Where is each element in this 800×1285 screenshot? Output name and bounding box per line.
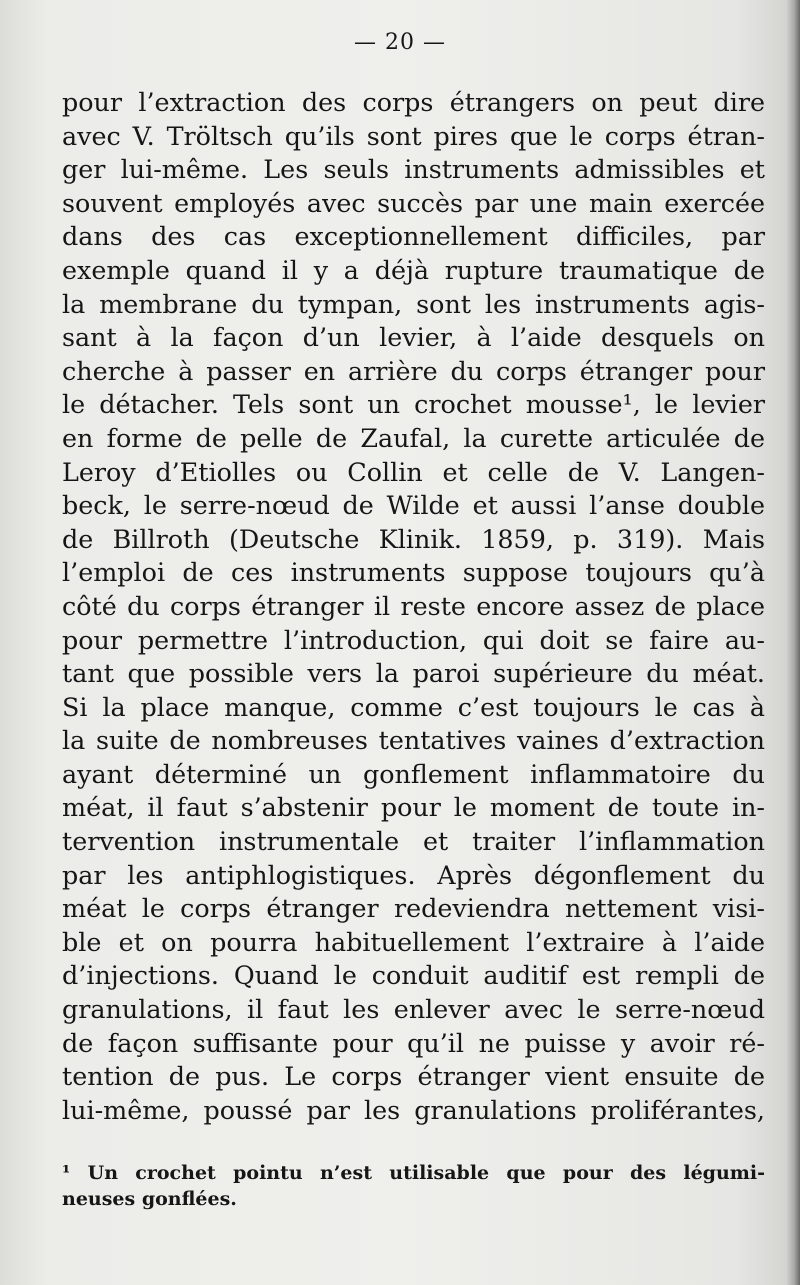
text-line: tant que possible vers la paroi supérieure du méat. — [62, 658, 765, 689]
text-line: côté du corps étranger il reste encore assez de place — [62, 590, 765, 621]
text-line: beck, le serre-nœud de Wilde et aussi l’anse double — [62, 490, 765, 521]
text-line: avec V. Tröltsch qu’ils sont pires que le corps étran- — [62, 120, 765, 151]
text-line: souvent employés avec succès par une main exercée — [62, 187, 765, 218]
text-line: pour l’extraction des corps étrangers on peut dire — [62, 87, 765, 117]
text-line: granulations, il faut les enlever avec le serre-nœud — [62, 994, 765, 1025]
text-line: méat le corps étranger redeviendra nettement visi- — [62, 893, 765, 924]
footnote-line: ¹ Un crochet pointu n’est utilisable que pour des légumi- — [62, 1162, 765, 1184]
text-line: la suite de nombreuses tentatives vaines d’extraction — [62, 725, 765, 756]
text-line: Leroy d’Etiolles ou Collin et celle de V. Langen- — [62, 456, 765, 487]
text-line: ger lui-même. Les seuls instruments admissibles et — [62, 154, 765, 185]
page-number: — 20 — — [354, 30, 446, 55]
text-line: par les antiphlogistiques. Après dégonflement du — [62, 859, 765, 890]
text-line: de Billroth (Deutsche Klinik. 1859, p. 319). Mais — [62, 523, 765, 554]
text-line: le détacher. Tels sont un crochet mousse¹, le levier — [62, 389, 765, 420]
text-line: Si la place manque, comme c’est toujours le cas à — [62, 691, 765, 722]
footnote — [62, 1160, 765, 1212]
body-text — [62, 86, 765, 1127]
text-line: tervention instrumentale et traiter l’inflammation — [62, 826, 765, 857]
page-edge-shadow — [786, 0, 800, 1285]
text-line: l’emploi de ces instruments suppose toujours qu’à — [62, 557, 765, 588]
text-line: méat, il faut s’abstenir pour le moment de toute in- — [62, 792, 765, 823]
text-line: lui-même, poussé par les granulations proliférantes, — [62, 1094, 765, 1125]
text-line: tention de pus. Le corps étranger vient ensuite de — [62, 1061, 765, 1092]
text-line: ble et on pourra habituellement l’extraire à l’aide — [62, 926, 765, 957]
text-line: sant à la façon d’un levier, à l’aide desquels on — [62, 322, 765, 353]
text-line: dans des cas exceptionnellement difficiles, par — [62, 221, 765, 252]
text-line: ayant déterminé un gonflement inflammatoire du — [62, 758, 765, 789]
text-line: pour permettre l’introduction, qui doit se faire au- — [62, 624, 765, 655]
footnote-line: neuses gonflées. — [62, 1188, 237, 1210]
text-line: exemple quand il y a déjà rupture traumatique de — [62, 254, 765, 285]
text-line: d’injections. Quand le conduit auditif est rempli de — [62, 960, 765, 991]
text-line: en forme de pelle de Zaufal, la curette articulée de — [62, 422, 765, 453]
text-line: cherche à passer en arrière du corps étranger pour — [62, 355, 765, 386]
text-line: de façon suffisante pour qu’il ne puisse y avoir ré- — [62, 1027, 765, 1058]
text-line: la membrane du tympan, sont les instruments agis- — [62, 288, 765, 319]
